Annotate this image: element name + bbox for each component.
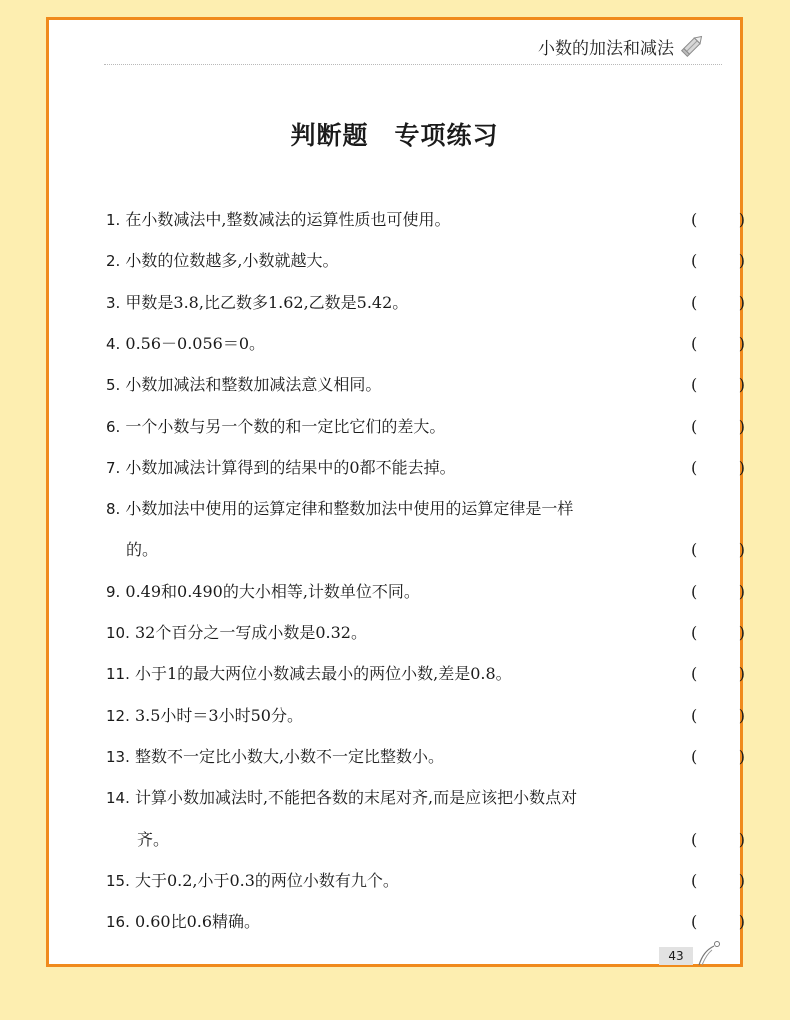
answer-bracket[interactable] xyxy=(691,868,745,894)
question-body: 0.49和0.490的大小相等,计数单位不同。 xyxy=(125,582,420,601)
bracket-open: ( xyxy=(691,912,698,931)
question-number: 2. xyxy=(106,252,121,270)
bracket-open: ( xyxy=(691,334,698,353)
bracket-open: ( xyxy=(691,210,698,229)
question-row xyxy=(106,579,745,605)
swoosh-icon xyxy=(696,938,722,966)
bracket-open: ( xyxy=(691,664,698,683)
bracket-open: ( xyxy=(691,623,698,642)
question-text xyxy=(106,579,420,605)
bracket-open: ( xyxy=(691,540,698,559)
question-text xyxy=(106,372,381,398)
question-row xyxy=(106,703,745,729)
question-text xyxy=(106,909,260,935)
question-row xyxy=(106,248,745,274)
bracket-open: ( xyxy=(691,458,698,477)
question-text xyxy=(106,661,512,687)
question-row xyxy=(106,744,745,770)
question-body: 3.5小时＝3小时50分。 xyxy=(134,706,303,725)
bracket-open: ( xyxy=(691,706,698,725)
question-body: 0.56－0.056＝0。 xyxy=(125,334,266,353)
question-text xyxy=(106,455,456,481)
question-row xyxy=(106,372,745,398)
question-text xyxy=(106,785,577,811)
question-body: 的。 xyxy=(126,540,159,559)
bracket-close: ) xyxy=(738,706,745,725)
answer-bracket[interactable] xyxy=(691,290,745,316)
bracket-open: ( xyxy=(691,293,698,312)
question-number: 10. xyxy=(106,624,130,642)
bracket-close: ) xyxy=(738,623,745,642)
question-row xyxy=(106,496,740,522)
question-row xyxy=(106,868,745,894)
bracket-open: ( xyxy=(691,251,698,270)
answer-bracket[interactable] xyxy=(691,331,745,357)
question-number: 11. xyxy=(106,665,130,683)
bracket-close: ) xyxy=(738,458,745,477)
question-number: 14. xyxy=(106,789,130,807)
question-row xyxy=(106,661,745,687)
bracket-close: ) xyxy=(738,830,745,849)
answer-bracket[interactable] xyxy=(691,248,745,274)
question-number: 15. xyxy=(106,872,130,890)
question-body: 小数加法中使用的运算定律和整数加法中使用的运算定律是一样 xyxy=(125,499,574,518)
question-row xyxy=(106,331,745,357)
bracket-open: ( xyxy=(691,830,698,849)
question-number: 3. xyxy=(106,294,121,312)
question-number: 5. xyxy=(106,376,121,394)
question-text xyxy=(106,496,573,522)
question-row xyxy=(106,620,745,646)
bracket-open: ( xyxy=(691,375,698,394)
bracket-open: ( xyxy=(691,871,698,890)
answer-bracket[interactable] xyxy=(691,537,745,563)
question-row xyxy=(106,414,745,440)
question-row xyxy=(106,290,745,316)
question-number: 9. xyxy=(106,583,121,601)
question-number: 1. xyxy=(106,211,121,229)
answer-bracket[interactable] xyxy=(691,372,745,398)
question-number: 16. xyxy=(106,913,130,931)
question-text xyxy=(106,331,265,357)
bracket-open: ( xyxy=(691,582,698,601)
question-text xyxy=(106,414,445,440)
question-number: 7. xyxy=(106,459,121,477)
question-body: 小数加减法和整数加减法意义相同。 xyxy=(125,375,382,394)
bracket-open: ( xyxy=(691,417,698,436)
question-row xyxy=(106,785,740,811)
page-title: 判断题 专项练习 xyxy=(290,121,499,150)
question-body: 小数加减法计算得到的结果中的0都不能去掉。 xyxy=(125,458,456,477)
question-body: 整数不一定比小数大,小数不一定比整数小。 xyxy=(134,747,445,766)
bracket-close: ) xyxy=(738,417,745,436)
answer-bracket[interactable] xyxy=(691,207,745,233)
question-text xyxy=(106,290,408,316)
bracket-close: ) xyxy=(738,582,745,601)
bracket-open: ( xyxy=(691,747,698,766)
bracket-close: ) xyxy=(738,375,745,394)
chapter-title: 小数的加法和减法 xyxy=(538,39,674,59)
pencil-icon xyxy=(680,32,706,58)
answer-bracket[interactable] xyxy=(691,414,745,440)
question-body: 大于0.2,小于0.3的两位小数有九个。 xyxy=(134,871,399,890)
question-number: 8. xyxy=(106,500,121,518)
question-text xyxy=(106,207,451,233)
page-number: 43 xyxy=(668,949,684,963)
question-body: 在小数减法中,整数减法的运算性质也可使用。 xyxy=(125,210,451,229)
bracket-close: ) xyxy=(738,871,745,890)
bracket-close: ) xyxy=(738,210,745,229)
bracket-close: ) xyxy=(738,747,745,766)
worksheet-page xyxy=(46,17,743,967)
bracket-close: ) xyxy=(738,293,745,312)
question-number: 12. xyxy=(106,707,130,725)
question-row xyxy=(106,455,745,481)
answer-bracket[interactable] xyxy=(691,661,745,687)
bracket-close: ) xyxy=(738,334,745,353)
question-text xyxy=(106,744,444,770)
question-body: 32个百分之一写成小数是0.32。 xyxy=(134,623,367,642)
question-body: 一个小数与另一个数的和一定比它们的差大。 xyxy=(125,417,446,436)
answer-bracket[interactable] xyxy=(691,455,745,481)
answer-bracket[interactable] xyxy=(691,579,745,605)
question-row xyxy=(106,909,745,935)
question-row xyxy=(106,537,745,563)
question-body: 齐。 xyxy=(137,830,170,849)
page-header xyxy=(104,30,722,65)
question-text xyxy=(137,827,169,853)
question-row xyxy=(106,827,745,853)
question-text xyxy=(106,868,399,894)
question-number: 4. xyxy=(106,335,121,353)
answer-bracket[interactable] xyxy=(691,827,745,853)
question-number: 13. xyxy=(106,748,130,766)
question-body: 小于1的最大两位小数减去最小的两位小数,差是0.8。 xyxy=(134,664,512,683)
answer-bracket[interactable] xyxy=(691,703,745,729)
question-text xyxy=(126,537,158,563)
page-number-box xyxy=(659,947,693,965)
question-number: 6. xyxy=(106,418,121,436)
question-body: 小数的位数越多,小数就越大。 xyxy=(125,251,339,270)
question-text xyxy=(106,620,367,646)
bracket-close: ) xyxy=(738,664,745,683)
bracket-close: ) xyxy=(738,540,745,559)
question-text xyxy=(106,248,339,274)
question-row xyxy=(106,207,745,233)
answer-bracket[interactable] xyxy=(691,909,745,935)
question-text xyxy=(106,703,303,729)
question-body: 0.60比0.6精确。 xyxy=(134,912,261,931)
question-body: 甲数是3.8,比乙数多1.62,乙数是5.42。 xyxy=(125,293,409,312)
answer-bracket[interactable] xyxy=(691,744,745,770)
question-body: 计算小数加减法时,不能把各数的末尾对齐,而是应该把小数点对 xyxy=(134,788,578,807)
bracket-close: ) xyxy=(738,251,745,270)
answer-bracket[interactable] xyxy=(691,620,745,646)
bracket-close: ) xyxy=(738,912,745,931)
